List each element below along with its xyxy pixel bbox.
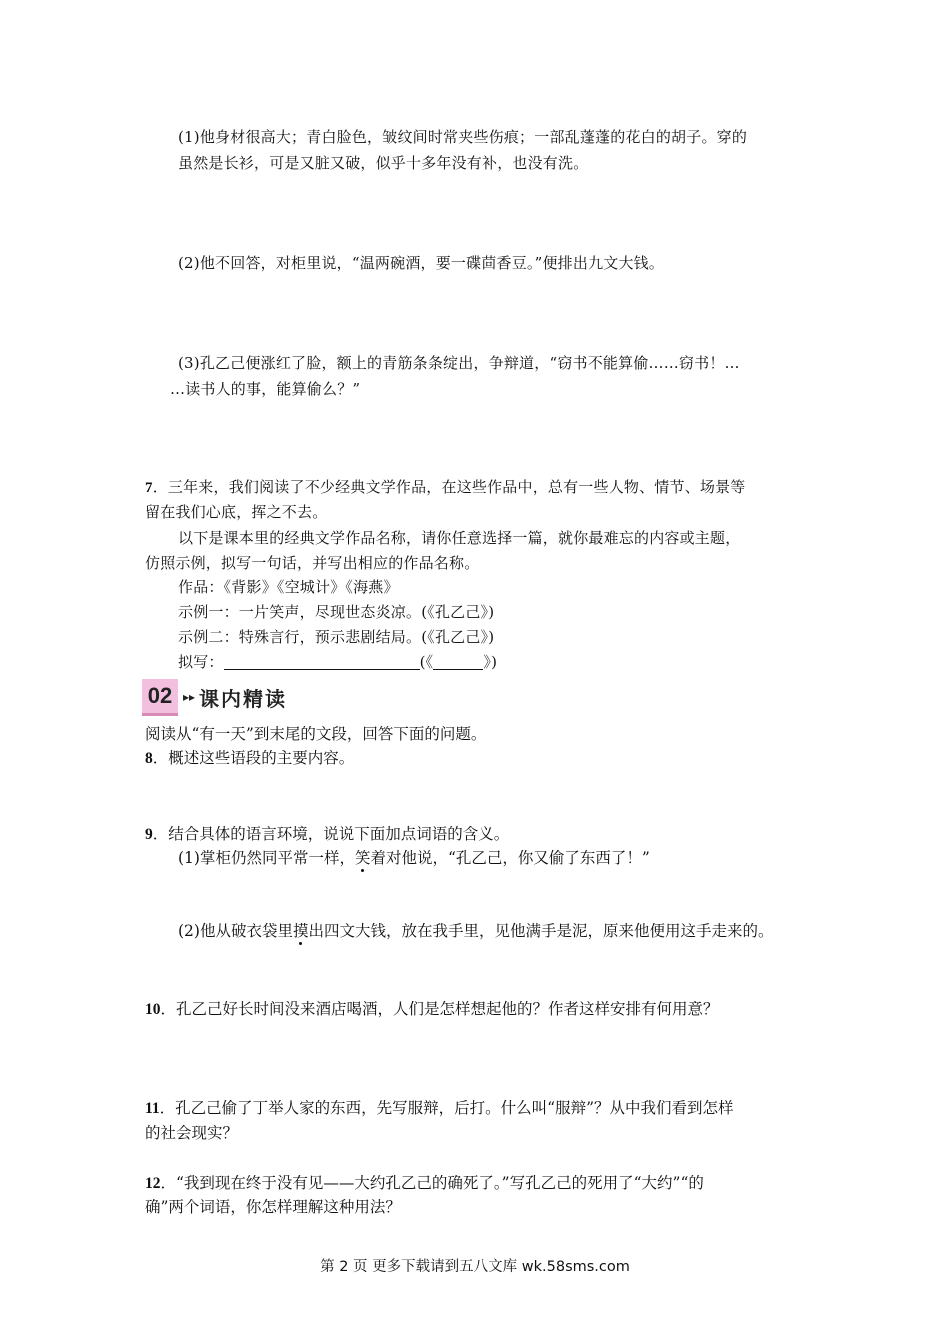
q7-example2: 示例二：特殊言行，预示悲剧结局。(《孔乙己》) xyxy=(178,628,495,646)
q9: 9．结合具体的语言环境，说说下面加点词语的含义。 xyxy=(145,825,510,843)
double-arrow-icon: ▸▸ xyxy=(183,690,196,704)
q6-passage1-line2: 虽然是长衫，可是又脏又破，似乎十多年没有补，也没有洗。 xyxy=(178,154,589,172)
q11-line2: 的社会现实？ xyxy=(145,1124,239,1142)
reading-intro: 阅读从“有一天”到末尾的文段，回答下面的问题。 xyxy=(145,725,487,743)
q7-works: 作品：《背影》《空城计》《海燕》 xyxy=(178,578,399,596)
q11-line1: 11．孔乙己偷了丁举人家的东西，先写服辩，后打。什么叫“服辩”？从中我们看到怎样 xyxy=(145,1099,734,1117)
q12-line2: 确”两个词语，你怎样理解这种用法？ xyxy=(145,1198,401,1216)
q12-line1: 12．“我到现在终于没有见——大约孔乙己的确死了。”写孔乙己的死用了“大约”“的 xyxy=(145,1174,704,1192)
q10: 10．孔乙己好长时间没来酒店喝酒，人们是怎样想起他的？作者这样安排有何用意？ xyxy=(145,1000,719,1018)
q7-line1: 7．三年来，我们阅读了不少经典文学作品，在这些作品中，总有一些人物、情节、场景等 xyxy=(145,478,746,496)
q8: 8．概述这些语段的主要内容。 xyxy=(145,749,355,767)
q9-sentence1: (1)掌柜仍然同平常一样，笑着对他说，“孔乙己，你又偷了东西了！” xyxy=(178,849,650,867)
q7-line2: 留在我们心底，挥之不去。 xyxy=(145,503,328,521)
q7-example1: 示例一：一片笑声，尽现世态炎凉。(《孔乙己》) xyxy=(178,603,495,621)
q6-passage2: (2)他不回答，对柜里说，“温两碗酒，要一碟茴香豆。”便排出九文大钱。 xyxy=(178,254,665,272)
q7-draft-line: 拟写： (《 》) xyxy=(178,653,498,671)
q7-number: 7 xyxy=(145,480,153,496)
q6-passage3-line1: (3)孔乙己便涨红了脸，额上的青筋条条绽出，争辩道，“窃书不能算偷……窃书！… xyxy=(178,354,740,372)
q7-line3: 以下是课本里的经典文学作品名称，请你任意选择一篇，就你最难忘的内容或主题， xyxy=(178,529,741,547)
section-header xyxy=(142,678,287,716)
draft-sentence-blank[interactable] xyxy=(224,653,420,670)
q9-sentence2: (2)他从破衣袋里摸出四文大钱，放在我手里，见他满手是泥，原来他便用这手走来的。 xyxy=(178,922,774,940)
q7-line4: 仿照示例，拟写一句话，并写出相应的作品名称。 xyxy=(145,554,480,572)
q6-passage1-line1: (1)他身材很高大；青白脸色，皱纹间时常夹些伤痕；一部乱蓬蓬的花白的胡子。穿的 xyxy=(178,128,748,146)
section-title: 课内精读 xyxy=(199,686,288,711)
q6-passage3-line2: …读书人的事，能算偷么？” xyxy=(170,380,361,398)
dotted-word: 摸 xyxy=(292,922,309,940)
section-number: 02 xyxy=(142,679,178,716)
draft-title-blank[interactable] xyxy=(433,653,483,670)
dotted-word: 笑 xyxy=(354,849,371,867)
page-footer: 第 2 页 更多下载请到五八文库 wk.58sms.com xyxy=(320,1259,630,1275)
